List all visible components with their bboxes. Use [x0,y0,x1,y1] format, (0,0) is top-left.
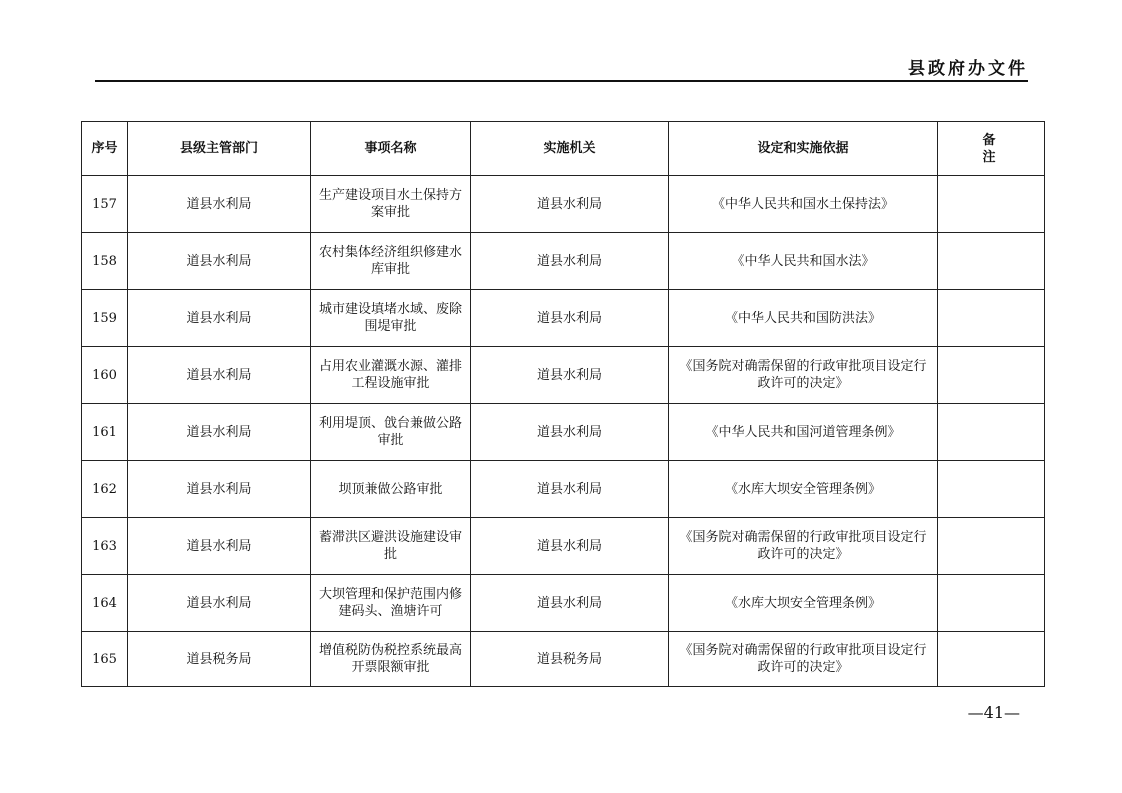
page-number: —41— [967,703,1020,722]
cell-basis [669,290,938,347]
cell-item-name [311,233,471,290]
column-header-basis: 设定和实施依据 [669,122,938,176]
cell-agency: 道县水利局 [471,347,669,404]
cell-basis [669,176,938,233]
cell-department: 道县水利局 [128,176,311,233]
cell-remark [938,176,1045,233]
cell-item-name [311,575,471,632]
cell-basis [669,575,938,632]
cell-agency: 道县水利局 [471,290,669,347]
cell-agency: 道县水利局 [471,518,669,575]
cell-department: 道县水利局 [128,461,311,518]
cell-basis [669,632,938,687]
cell-remark [938,461,1045,518]
item-name-text: 城市建设填堵水域、废除围堤审批 [318,302,462,334]
column-header-number: 序号 [82,122,128,176]
cell-item-name [311,461,471,518]
basis-text: 《中华人民共和国河道管理条例》 [705,424,901,440]
item-name-text: 利用堤顶、戗台兼做公路审批 [318,416,462,448]
basis-text: 《中华人民共和国防洪法》 [724,310,881,326]
cell-basis [669,404,938,461]
cell-remark [938,347,1045,404]
table-row [82,290,1045,347]
cell-number: 158 [82,233,128,290]
cell-number: 161 [82,404,128,461]
table-row [82,575,1045,632]
header-divider [95,80,1028,82]
cell-remark [938,518,1045,575]
table-row [82,461,1045,518]
basis-text: 《国务院对确需保留的行政审批项目设定行政许可的决定》 [679,643,927,675]
cell-basis [669,461,938,518]
cell-agency: 道县水利局 [471,233,669,290]
cell-number: 157 [82,176,128,233]
column-header-agency: 实施机关 [471,122,669,176]
cell-item-name [311,518,471,575]
basis-text: 《水库大坝安全管理条例》 [724,595,881,611]
basis-text: 《中华人民共和国水法》 [731,253,875,269]
cell-item-name [311,404,471,461]
cell-number: 159 [82,290,128,347]
cell-basis [669,233,938,290]
column-header-item-name: 事项名称 [311,122,471,176]
basis-text: 《国务院对确需保留的行政审批项目设定行政许可的决定》 [679,530,927,562]
cell-remark [938,404,1045,461]
cell-item-name [311,290,471,347]
approval-items-table [81,121,1045,687]
table-row [82,404,1045,461]
basis-text: 《中华人民共和国水土保持法》 [711,196,894,212]
cell-agency: 道县税务局 [471,632,669,687]
cell-remark [938,233,1045,290]
table-row [82,632,1045,687]
item-name-text: 占用农业灌溉水源、灌排工程设施审批 [318,359,462,391]
cell-department: 道县水利局 [128,347,311,404]
cell-agency: 道县水利局 [471,461,669,518]
item-name-text: 增值税防伪税控系统最高开票限额审批 [318,643,462,675]
cell-basis [669,518,938,575]
cell-number: 160 [82,347,128,404]
table-row [82,233,1045,290]
cell-remark [938,632,1045,687]
table-row [82,518,1045,575]
cell-remark [938,290,1045,347]
item-name-text: 农村集体经济组织修建水库审批 [318,245,462,277]
item-name-text: 大坝管理和保护范围内修建码头、渔塘许可 [318,587,462,619]
cell-number: 162 [82,461,128,518]
item-name-text: 生产建设项目水土保持方案审批 [318,188,462,220]
cell-agency: 道县水利局 [471,575,669,632]
table-row [82,347,1045,404]
cell-department: 道县水利局 [128,404,311,461]
item-name-text: 坝顶兼做公路审批 [338,481,443,497]
column-header-remark: 备 注 [938,122,1045,176]
cell-department: 道县水利局 [128,575,311,632]
cell-department: 道县水利局 [128,290,311,347]
cell-basis [669,347,938,404]
table-row [82,176,1045,233]
cell-item-name [311,632,471,687]
cell-agency: 道县水利局 [471,176,669,233]
cell-department: 道县水利局 [128,518,311,575]
cell-item-name [311,347,471,404]
cell-agency: 道县水利局 [471,404,669,461]
table-header-row [82,122,1045,176]
cell-remark [938,575,1045,632]
cell-number: 164 [82,575,128,632]
column-header-department: 县级主管部门 [128,122,311,176]
cell-department: 道县税务局 [128,632,311,687]
cell-department: 道县水利局 [128,233,311,290]
item-name-text: 蓄滞洪区避洪设施建设审批 [318,530,462,562]
document-header-title: 县政府办文件 [908,59,1028,79]
basis-text: 《水库大坝安全管理条例》 [724,481,881,497]
cell-number: 165 [82,632,128,687]
cell-number: 163 [82,518,128,575]
basis-text: 《国务院对确需保留的行政审批项目设定行政许可的决定》 [679,359,927,391]
cell-item-name [311,176,471,233]
